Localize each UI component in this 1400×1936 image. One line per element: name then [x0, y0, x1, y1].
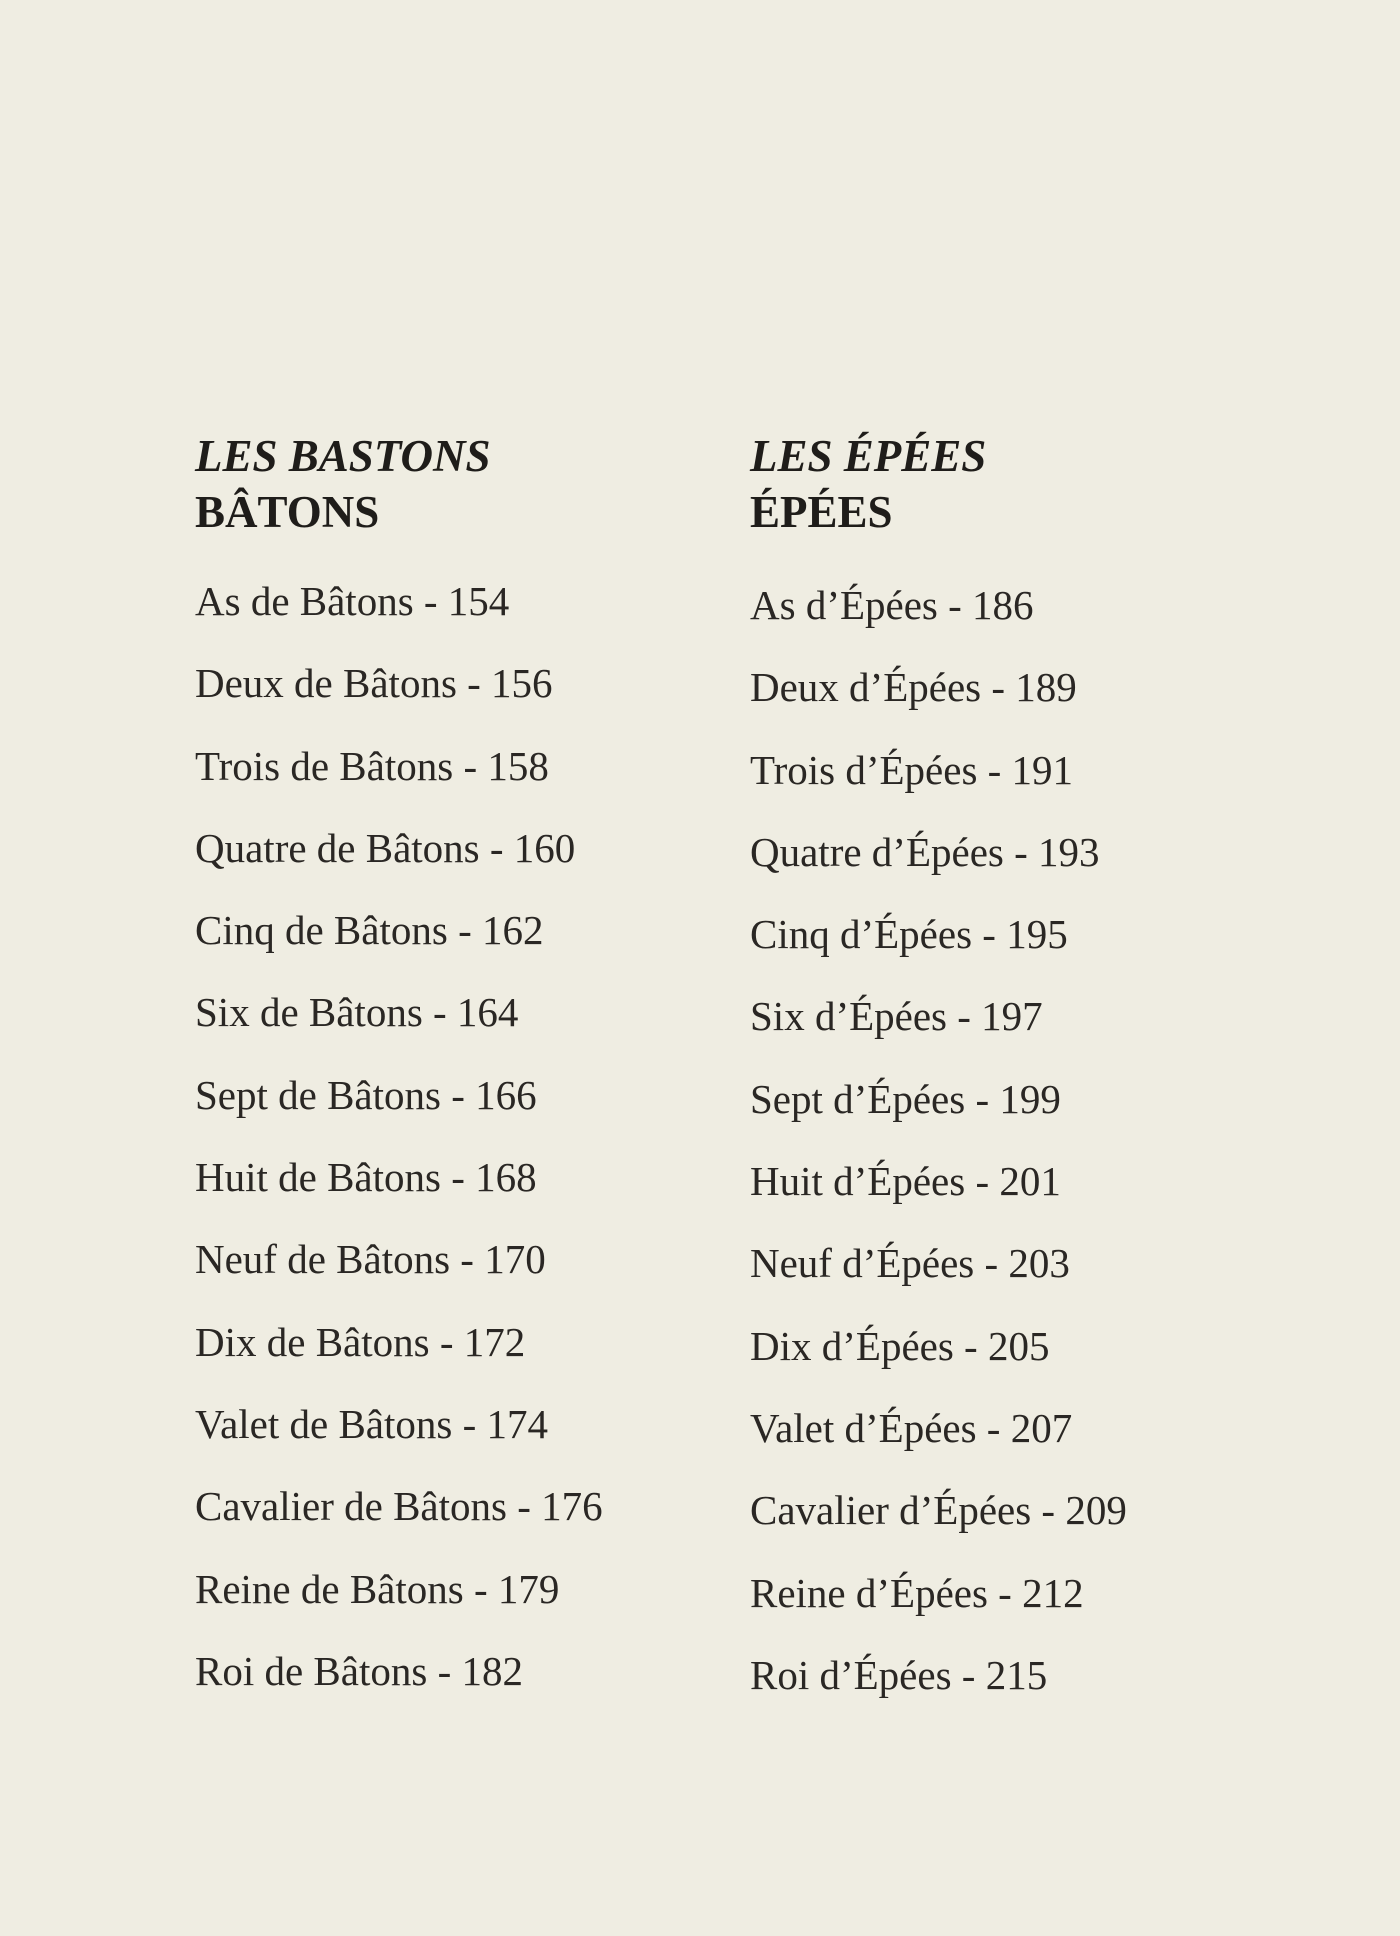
toc-entry[interactable]: Trois d’Épées - 191 [750, 746, 1074, 793]
toc-entry[interactable]: Dix de Bâtons - 172 [195, 1318, 526, 1365]
toc-entry[interactable]: Roi d’Épées - 215 [750, 1651, 1048, 1698]
toc-entry[interactable]: As de Bâtons - 154 [195, 578, 510, 624]
toc-entry[interactable]: Valet de Bâtons - 174 [195, 1400, 548, 1447]
toc-entry[interactable]: Quatre de Bâtons - 160 [195, 824, 576, 871]
toc-entry[interactable]: Valet d’Épées - 207 [750, 1404, 1073, 1451]
toc-entry[interactable]: Quatre d’Épées - 193 [750, 828, 1100, 875]
section-epees [750, 428, 1310, 1716]
toc-entry[interactable]: Six de Bâtons - 164 [195, 989, 519, 1036]
toc-entry[interactable]: Cinq de Bâtons - 162 [195, 907, 544, 954]
toc-entry[interactable]: Reine de Bâtons - 179 [195, 1565, 560, 1612]
toc-entry[interactable]: Cavalier de Bâtons - 176 [195, 1483, 603, 1530]
section-title: ÉPÉES [750, 487, 893, 537]
toc-entry[interactable]: Neuf d’Épées - 203 [750, 1240, 1070, 1287]
toc-entry[interactable]: Sept de Bâtons - 166 [195, 1071, 537, 1118]
toc-entry[interactable]: Huit de Bâtons - 168 [195, 1154, 537, 1201]
toc-list [750, 564, 1310, 1716]
toc-entry[interactable]: Sept d’Épées - 199 [750, 1075, 1061, 1122]
toc-entry[interactable]: Dix d’Épées - 205 [750, 1322, 1050, 1369]
section-title-italic: LES ÉPÉES [750, 431, 987, 481]
toc-entry[interactable]: Six d’Épées - 197 [750, 993, 1043, 1040]
toc-entry[interactable]: Deux de Bâtons - 156 [195, 660, 553, 707]
toc-list [195, 560, 715, 1712]
toc-entry[interactable]: Neuf de Bâtons - 170 [195, 1236, 546, 1283]
toc-entry[interactable]: Huit d’Épées - 201 [750, 1158, 1061, 1205]
section-batons [195, 428, 715, 1712]
toc-entry[interactable]: Roi de Bâtons - 182 [195, 1647, 523, 1694]
toc-entry[interactable]: Deux d’Épées - 189 [750, 664, 1077, 711]
section-title-italic: LES BASTONS [195, 431, 491, 481]
toc-entry[interactable]: Cinq d’Épées - 195 [750, 911, 1068, 958]
section-title: BÂTONS [195, 487, 380, 537]
toc-entry[interactable]: Cavalier d’Épées - 209 [750, 1487, 1127, 1534]
toc-entry[interactable]: As d’Épées - 186 [750, 582, 1034, 628]
toc-entry[interactable]: Trois de Bâtons - 158 [195, 742, 549, 789]
toc-entry[interactable]: Reine d’Épées - 212 [750, 1569, 1084, 1616]
